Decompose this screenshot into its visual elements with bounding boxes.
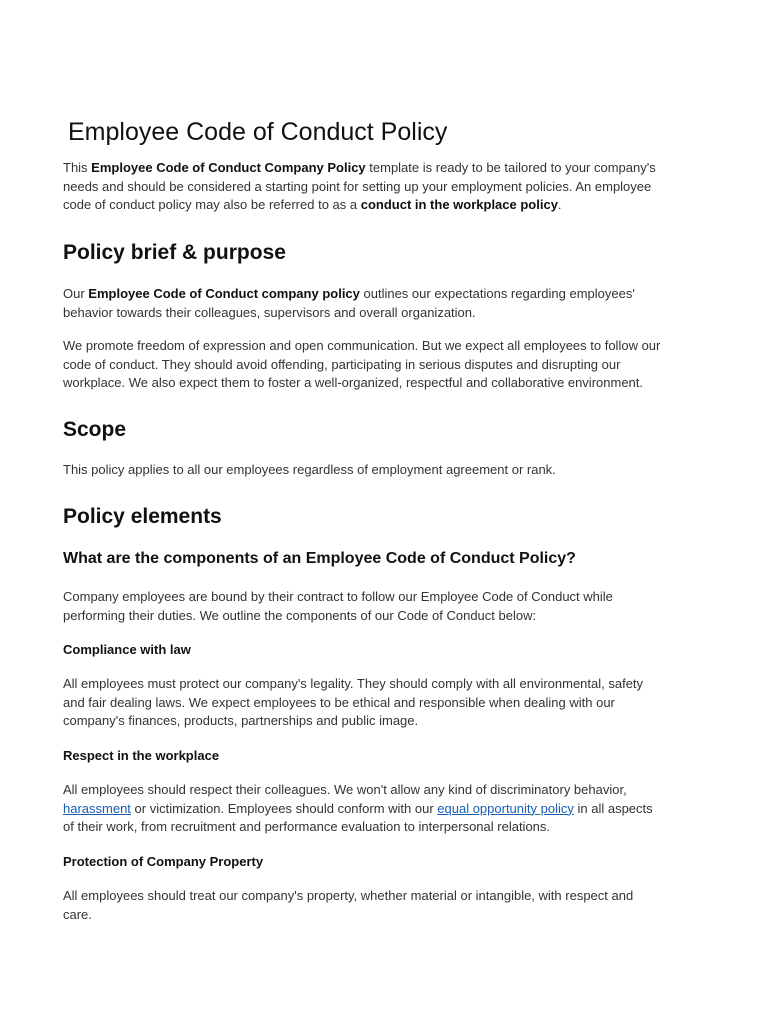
elements-intro-line-2: performing their duties. We outline the components of our Code of Conduct below: bbox=[63, 607, 537, 623]
scope-paragraph bbox=[63, 461, 713, 480]
brief-paragraph-2 bbox=[63, 337, 713, 393]
brief-text: outlines our expectations regarding employees' bbox=[359, 286, 635, 301]
intro-text: template is ready to be tailored to your company's bbox=[365, 160, 656, 175]
compliance-paragraph bbox=[63, 675, 713, 731]
brief-text: Our bbox=[63, 286, 89, 301]
intro-bold-alt-name: conduct in the workplace policy bbox=[360, 197, 558, 212]
brief-p1-line-1 bbox=[63, 285, 713, 304]
section-heading-elements: Policy elements bbox=[63, 505, 222, 528]
respect-text: in all aspects bbox=[573, 800, 653, 816]
brief-p2-line-1: We promote freedom of expression and open communication. But we expect all employees to follow our bbox=[63, 338, 661, 353]
respect-paragraph bbox=[63, 781, 713, 837]
section-heading-brief: Policy brief & purpose bbox=[63, 241, 286, 264]
respect-heading: Respect in the workplace bbox=[63, 748, 220, 763]
elements-intro-paragraph bbox=[63, 588, 713, 625]
brief-p2-line-2: code of conduct. They should avoid offending, participating in serious disputes and disrupting our bbox=[63, 356, 621, 372]
section-heading-scope: Scope bbox=[63, 418, 127, 441]
brief-bold-policy-name: Employee Code of Conduct company policy bbox=[88, 286, 360, 301]
brief-p2-line-3: workplace. We also expect them to foster a well-organized, respectful and collaborative environment. bbox=[63, 375, 643, 390]
elements-subheading: What are the components of an Employee Code of Conduct Policy? bbox=[63, 550, 576, 567]
property-line-1: All employees should treat our company's property, whether material or intangible, with respect and bbox=[63, 888, 634, 903]
elements-intro-line-1: Company employees are bound by their contract to follow our Employee Code of Conduct while bbox=[63, 589, 613, 604]
intro-text: code of conduct policy may also be referred to as a bbox=[63, 197, 361, 212]
respect-line-1: All employees should respect their colleagues. We won't allow any kind of discriminatory behavior, bbox=[63, 782, 627, 797]
property-paragraph bbox=[63, 887, 713, 924]
harassment-link[interactable]: harassment bbox=[63, 800, 131, 816]
intro-bold-policy-name: Employee Code of Conduct Company Policy bbox=[91, 160, 366, 175]
intro-text: . bbox=[557, 197, 562, 212]
respect-line-3: of their work, from recruitment and performance evaluation to interpersonal relations. bbox=[63, 819, 551, 834]
page-title: Employee Code of Conduct Policy bbox=[68, 118, 448, 146]
intro-line-1 bbox=[63, 159, 713, 178]
intro-line-2: needs and should be considered a starting point for setting up your employment policies. An employee bbox=[63, 178, 652, 194]
compliance-line-3: company's finances, products, partnerships and public image. bbox=[63, 713, 419, 728]
respect-text: or victimization. Employees should conform with our bbox=[130, 800, 438, 816]
compliance-heading: Compliance with law bbox=[63, 642, 191, 657]
brief-p1-line-2: behavior towards their colleagues, supervisors and overall organization. bbox=[63, 304, 476, 320]
intro-line-3 bbox=[63, 196, 713, 215]
compliance-line-1: All employees must protect our company's legality. They should comply with all environmental, safety bbox=[63, 676, 644, 691]
property-heading: Protection of Company Property bbox=[63, 854, 264, 869]
compliance-line-2: and fair dealing laws. We expect employees to be ethical and responsible when dealing with our bbox=[63, 694, 615, 710]
intro-paragraph bbox=[63, 159, 713, 215]
respect-line-2 bbox=[63, 800, 713, 819]
property-line-2: care. bbox=[63, 906, 92, 922]
scope-line-1: This policy applies to all our employees regardless of employment agreement or rank. bbox=[63, 462, 556, 477]
equal-opportunity-policy-link[interactable]: equal opportunity policy bbox=[437, 800, 574, 816]
intro-text: This bbox=[63, 160, 92, 175]
brief-paragraph-1 bbox=[63, 285, 713, 322]
